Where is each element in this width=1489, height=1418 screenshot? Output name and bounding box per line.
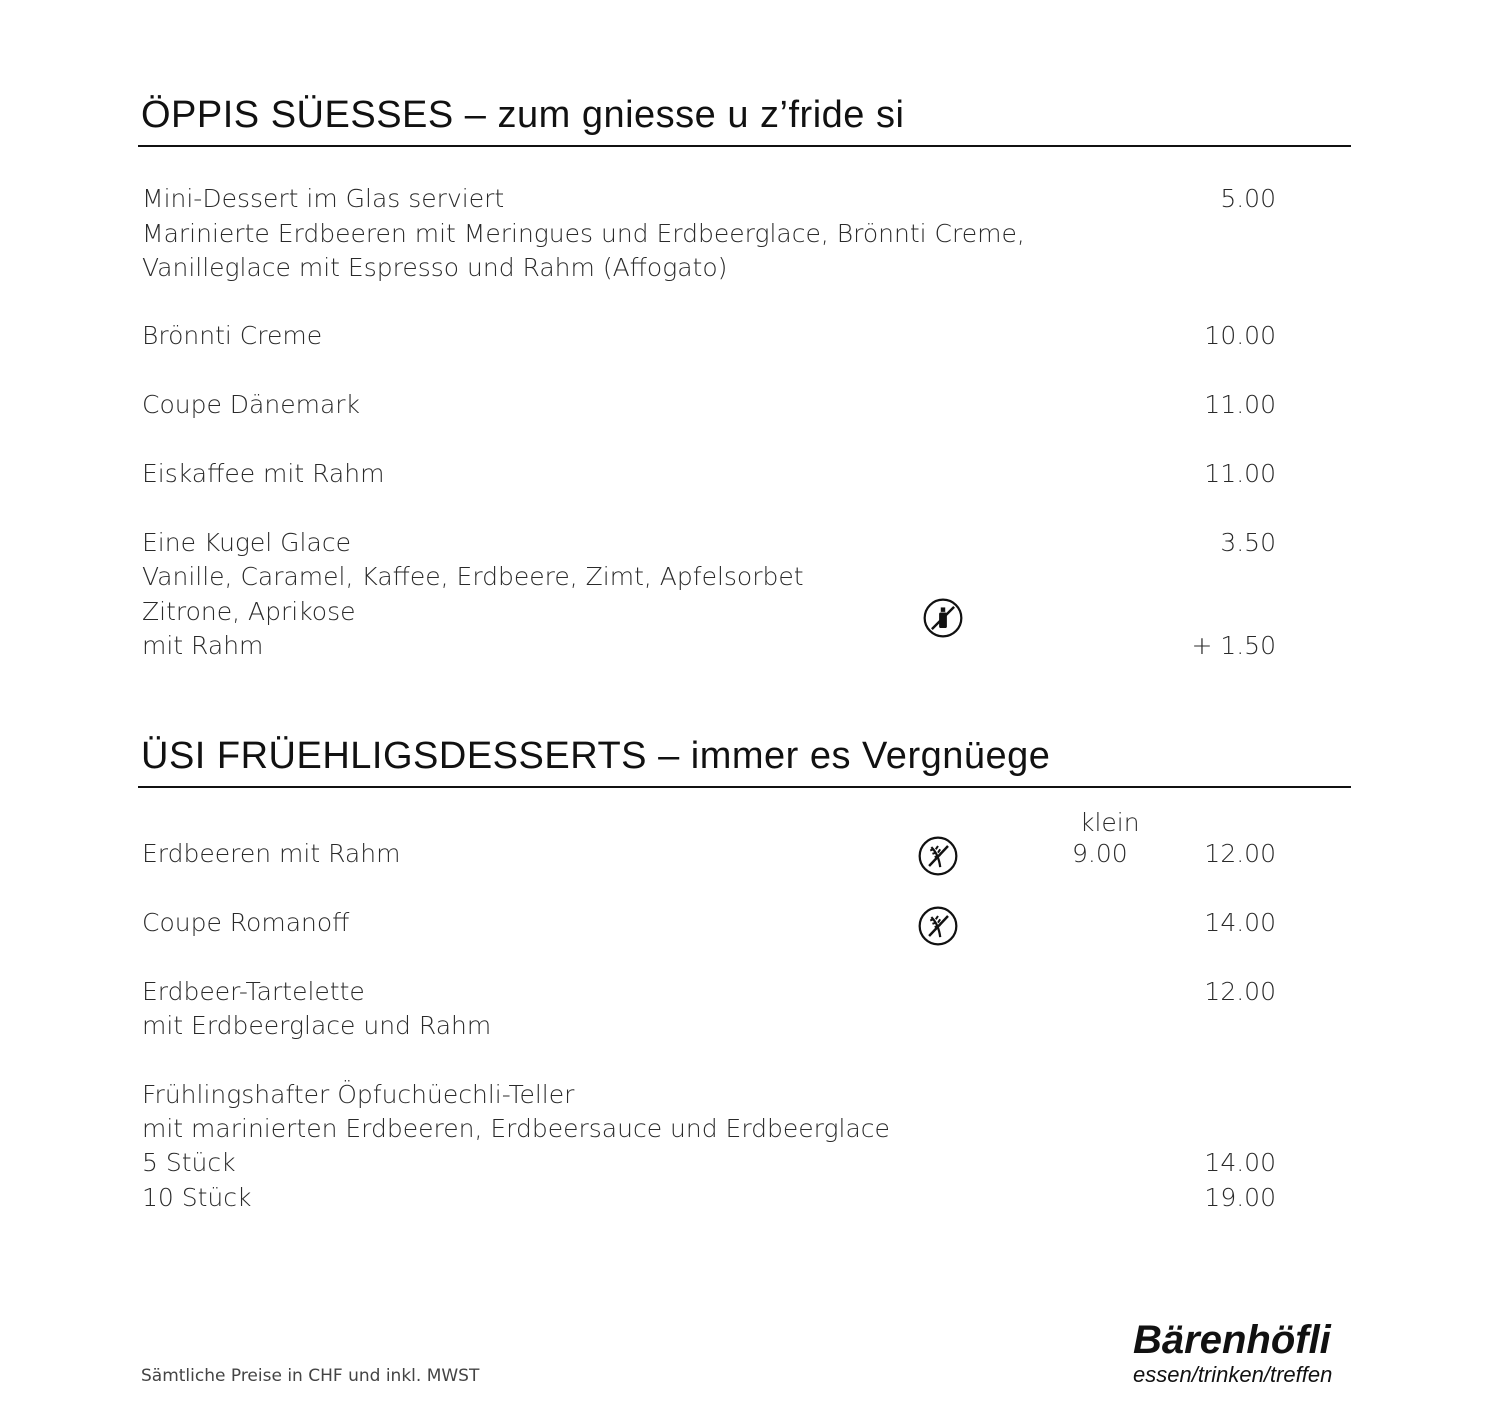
item-price: 14.00 bbox=[1204, 908, 1276, 937]
item-description: Marinierte Erdbeeren mit Meringues und Erdbeerglace, Brönnti Creme, bbox=[142, 219, 1025, 248]
gluten-free-icon bbox=[918, 906, 958, 946]
item-name: Coupe Romanoff bbox=[142, 908, 350, 937]
price-note: Sämtliche Preise in CHF und inkl. MWST bbox=[141, 1366, 480, 1386]
item-name: Eiskaffee mit Rahm bbox=[142, 459, 385, 488]
section-heading-oeppis-suesses: ÖPPIS SÜESSES – zum gniesse u z’fride si bbox=[141, 94, 905, 136]
item-description: Zitrone, Aprikose bbox=[142, 597, 356, 626]
item-price: 11.00 bbox=[1204, 390, 1276, 419]
item-name: Erdbeer-Tartelette bbox=[142, 977, 365, 1006]
item-description: mit Erdbeerglace und Rahm bbox=[142, 1011, 492, 1040]
item-name: Frühlingshafter Öpfuchüechli-Teller bbox=[142, 1080, 575, 1109]
item-price: 12.00 bbox=[1204, 839, 1276, 868]
item-option-price: 14.00 bbox=[1204, 1148, 1276, 1177]
item-option-price: 19.00 bbox=[1204, 1183, 1276, 1212]
section-heading-fruehligsdesserts: ÜSI FRÜEHLIGSDESSERTS – immer es Vergnüege bbox=[141, 735, 1051, 777]
item-price: 11.00 bbox=[1204, 459, 1276, 488]
gluten-free-icon bbox=[918, 836, 958, 876]
section-divider bbox=[138, 145, 1351, 147]
item-name: Erdbeeren mit Rahm bbox=[142, 839, 401, 868]
klein-column-label: klein bbox=[1080, 808, 1140, 837]
item-name: Eine Kugel Glace bbox=[142, 528, 351, 557]
logo: Bärenhöfli bbox=[1133, 1318, 1331, 1362]
item-name: Coupe Dänemark bbox=[142, 390, 361, 419]
item-price: 3.50 bbox=[1220, 528, 1276, 557]
item-description: mit marinierten Erdbeeren, Erdbeersauce und Erdbeerglace bbox=[142, 1114, 890, 1143]
item-name: Brönnti Creme bbox=[142, 321, 323, 350]
item-price: 5.00 bbox=[1220, 184, 1276, 213]
item-description: mit Rahm bbox=[142, 631, 264, 660]
item-option-label: 10 Stück bbox=[142, 1183, 252, 1212]
item-price: 12.00 bbox=[1204, 977, 1276, 1006]
item-description: Vanilleglace mit Espresso und Rahm (Affogato) bbox=[142, 253, 728, 282]
item-extra-price: + 1.50 bbox=[1191, 631, 1276, 660]
item-small-price: 9.00 bbox=[1072, 839, 1128, 868]
item-description: Vanille, Caramel, Kaffee, Erdbeere, Zimt, Apfelsorbet bbox=[142, 562, 804, 591]
item-option-label: 5 Stück bbox=[142, 1148, 236, 1177]
section-divider bbox=[138, 786, 1351, 788]
item-price: 10.00 bbox=[1204, 321, 1276, 350]
lactose-free-icon bbox=[923, 598, 963, 638]
item-name: Mini-Dessert im Glas serviert bbox=[142, 184, 505, 213]
logo-tagline: essen/trinken/treffen bbox=[1133, 1362, 1333, 1387]
